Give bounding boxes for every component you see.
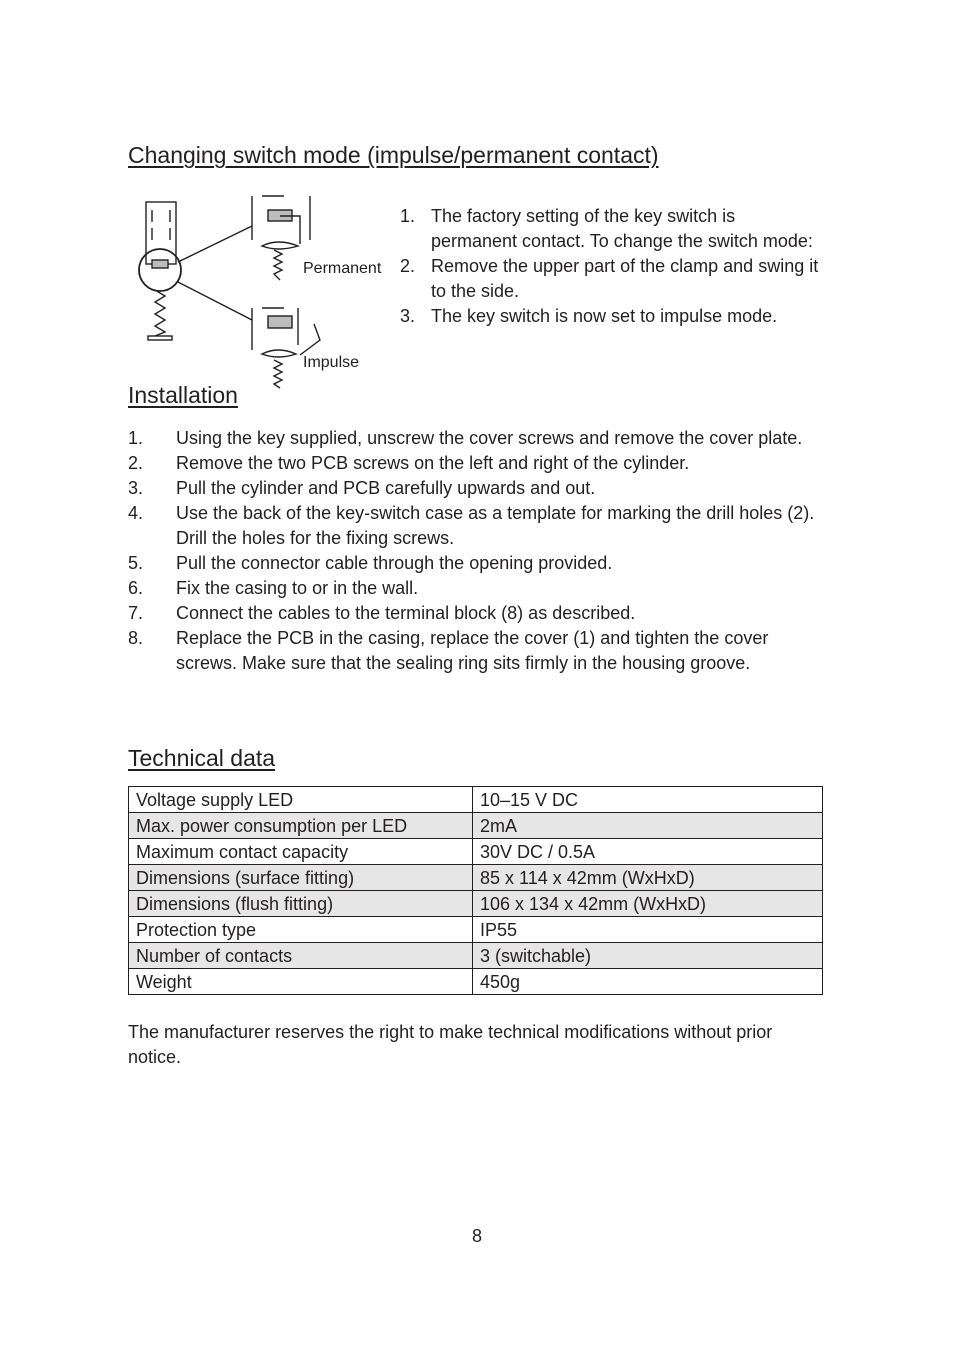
step-number: 8. bbox=[128, 628, 144, 648]
spec-value: 3 (switchable) bbox=[473, 943, 823, 969]
list-item bbox=[128, 576, 828, 601]
step-text: Connect the cables to the terminal block (8) as described. bbox=[176, 603, 636, 623]
step-text: Replace the PCB in the casing, replace the cover (1) and tighten the cover screws. Make sure that the sealing ring sits firmly in the housing groove. bbox=[176, 628, 769, 673]
list-item bbox=[128, 501, 828, 551]
list-item bbox=[400, 254, 820, 304]
modification-notice: The manufacturer reserves the right to make technical modifications without prior notice. bbox=[128, 1022, 773, 1067]
table-row bbox=[129, 865, 823, 891]
spec-value: 2mA bbox=[473, 813, 823, 839]
list-item bbox=[400, 204, 820, 254]
list-item bbox=[400, 304, 820, 329]
list-item bbox=[128, 476, 828, 501]
step-number: 2. bbox=[400, 256, 416, 276]
step-text: The factory setting of the key switch is permanent contact. To change the switch mode: bbox=[431, 206, 813, 251]
spec-name: Dimensions (flush fitting) bbox=[129, 891, 473, 917]
step-number: 2. bbox=[128, 453, 144, 473]
impulse-label: Impulse bbox=[303, 354, 360, 371]
table-row bbox=[129, 839, 823, 865]
step-number: 3. bbox=[400, 306, 416, 326]
step-text: Using the key supplied, unscrew the cover screws and remove the cover plate. bbox=[176, 428, 803, 448]
list-item bbox=[128, 551, 828, 576]
table-row bbox=[129, 969, 823, 995]
switch-mode-diagram bbox=[128, 190, 398, 395]
step-number: 1. bbox=[400, 206, 416, 226]
installation-heading: Installation bbox=[128, 382, 238, 408]
installation-steps bbox=[128, 426, 828, 676]
table-row bbox=[129, 813, 823, 839]
spec-value: IP55 bbox=[473, 917, 823, 943]
list-item bbox=[128, 601, 828, 626]
step-text: Remove the two PCB screws on the left and right of the cylinder. bbox=[176, 453, 690, 473]
spec-name: Max. power consumption per LED bbox=[129, 813, 473, 839]
technical-data-heading: Technical data bbox=[128, 745, 276, 771]
step-text: The key switch is now set to impulse mode. bbox=[431, 306, 778, 326]
list-item bbox=[128, 451, 828, 476]
list-item bbox=[128, 626, 828, 676]
spec-value: 450g bbox=[473, 969, 823, 995]
table-row bbox=[129, 943, 823, 969]
table-row bbox=[129, 917, 823, 943]
step-number: 4. bbox=[128, 503, 144, 523]
step-number: 1. bbox=[128, 428, 144, 448]
spec-name: Dimensions (surface fitting) bbox=[129, 865, 473, 891]
spec-name: Protection type bbox=[129, 917, 473, 943]
permanent-label: Permanent bbox=[303, 260, 382, 277]
step-text: Use the back of the key-switch case as a template for marking the drill holes (2). Drill the holes for the fixing screws. bbox=[176, 503, 815, 548]
switch-mode-heading: Changing switch mode (impulse/permanent contact) bbox=[128, 142, 659, 168]
spec-value: 30V DC / 0.5A bbox=[473, 839, 823, 865]
step-text: Remove the upper part of the clamp and swing it to the side. bbox=[431, 256, 819, 301]
spec-name: Voltage supply LED bbox=[129, 787, 473, 813]
switch-mode-steps bbox=[400, 204, 820, 329]
table-row bbox=[129, 787, 823, 813]
step-number: 6. bbox=[128, 578, 144, 598]
spec-value: 85 x 114 x 42mm (WxHxD) bbox=[473, 865, 823, 891]
step-number: 7. bbox=[128, 603, 144, 623]
technical-data-table bbox=[128, 786, 823, 995]
page-number: 8 bbox=[471, 1226, 482, 1246]
step-text: Pull the connector cable through the opening provided. bbox=[176, 553, 613, 573]
step-number: 3. bbox=[128, 478, 144, 498]
spec-value: 10–15 V DC bbox=[473, 787, 823, 813]
spec-value: 106 x 134 x 42mm (WxHxD) bbox=[473, 891, 823, 917]
table-row bbox=[129, 891, 823, 917]
step-number: 5. bbox=[128, 553, 144, 573]
spec-name: Weight bbox=[129, 969, 473, 995]
step-text: Pull the cylinder and PCB carefully upwards and out. bbox=[176, 478, 596, 498]
step-text: Fix the casing to or in the wall. bbox=[176, 578, 419, 598]
spec-name: Maximum contact capacity bbox=[129, 839, 473, 865]
list-item bbox=[128, 426, 828, 451]
spec-name: Number of contacts bbox=[129, 943, 473, 969]
